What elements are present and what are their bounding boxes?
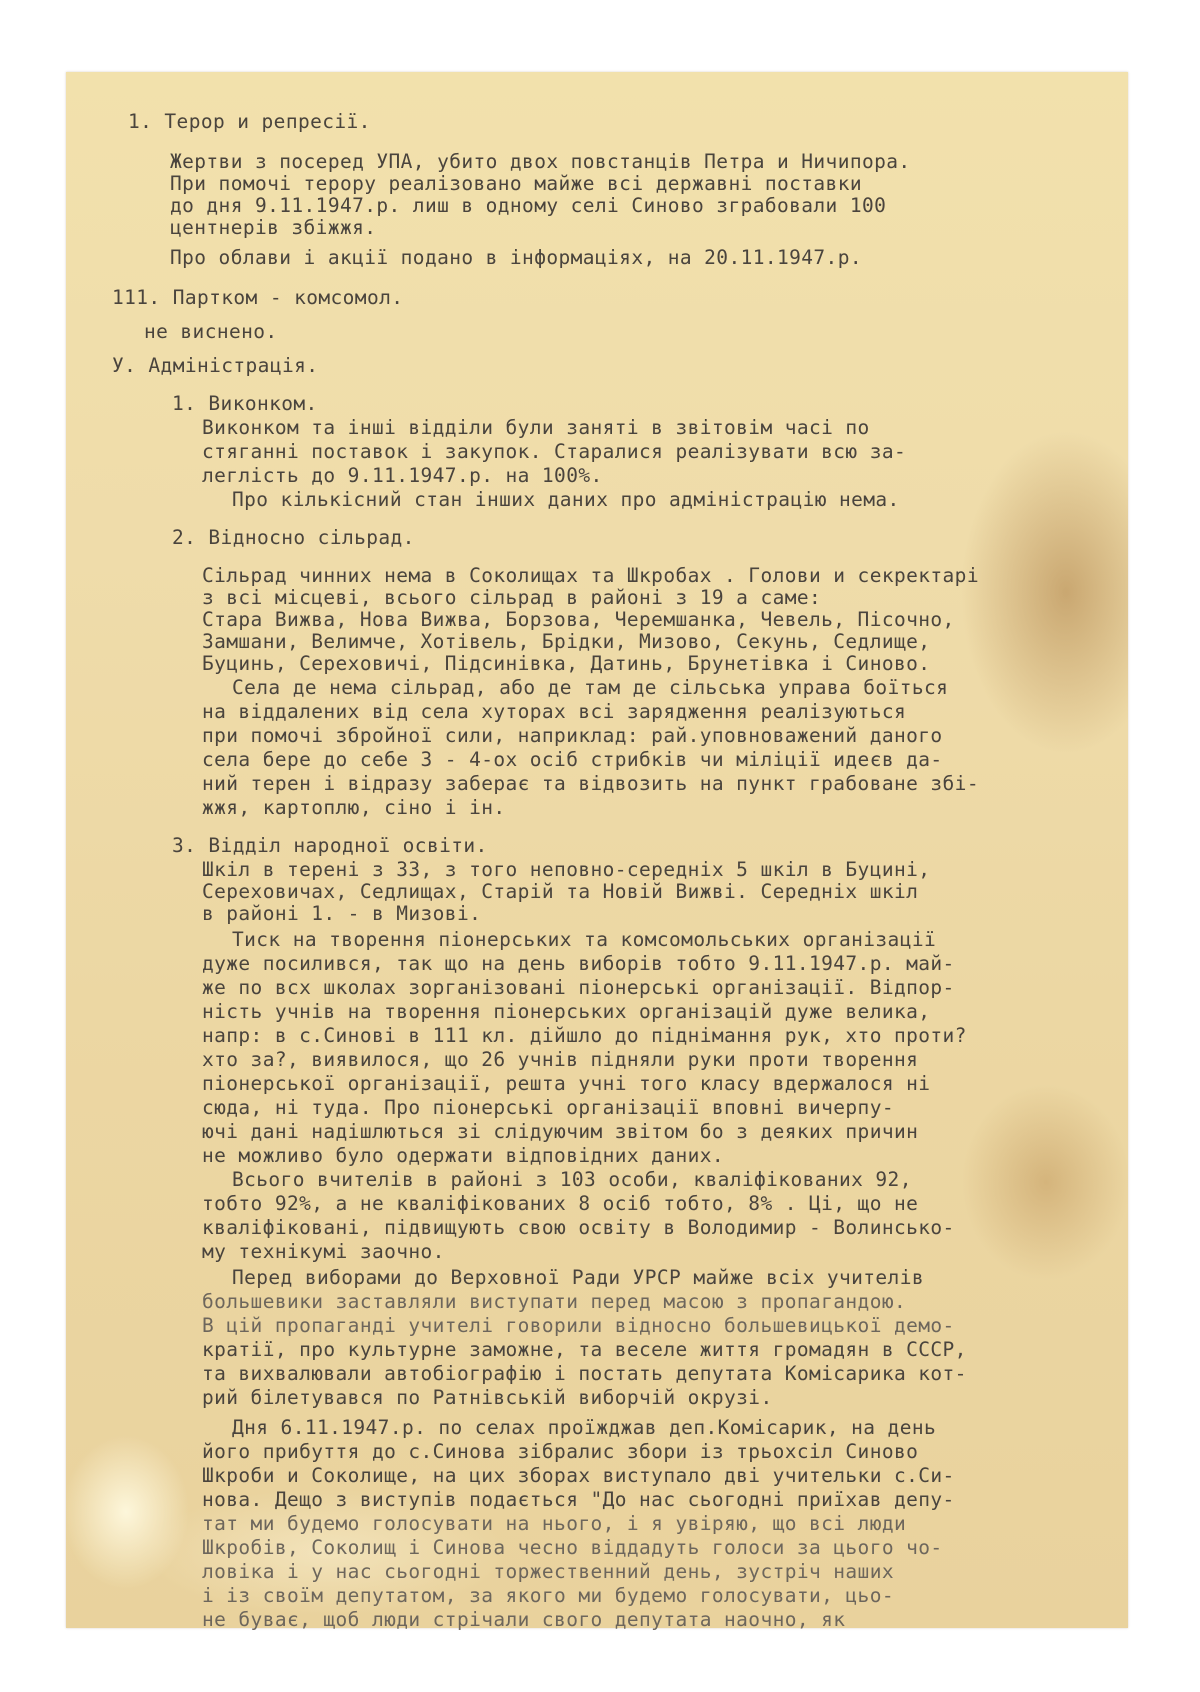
text-line: при помочі збройної сили, наприклад: рай.уповноважений даного: [202, 724, 943, 747]
text-line: Шкіл в терені з 33, з того неповно-середніх 5 шкіл в Буцині,: [202, 858, 931, 881]
text-line: ючі дані надішлються зі слідуючим звітом бо з деяких причин: [202, 1120, 919, 1143]
text-line: Всього вчителів в районі з 103 особи, кваліфікованих 92,: [232, 1168, 912, 1191]
text-line: тат ми будемо голосувати на нього, і я увіряю, що всі люди: [202, 1512, 907, 1535]
text-line: стяганні поставок і закупок. Старалися реалізувати всю за-: [202, 440, 907, 463]
text-line: Виконком та інші відділи були заняті в звітовім часі по: [202, 416, 870, 439]
section-heading-partkom: 111. Партком - комсомол.: [112, 286, 404, 309]
subsection-heading-village-councils: 2. Відносно сільрад.: [172, 526, 415, 549]
text-line: леглість до 9.11.1947.р. на 100%.: [202, 464, 603, 487]
text-line: не буває, щоб люди стрічали свого депутата наочно, як: [202, 1608, 846, 1631]
text-line: Села де нема сільрад, або де там де сільська управа боїться: [232, 676, 949, 699]
text-line: Сільрад чинних нема в Соколищах та Шкробах . Голови и секректарі: [202, 564, 979, 587]
text-line: Перед виборами до Верховної Ради УРСР майже всіх учителів: [232, 1266, 924, 1289]
text-line: Стара Вижва, Нова Вижва, Борзова, Черемшанка, Чевель, Пісочно,: [202, 608, 955, 631]
text-line: тобто 92%, а не кваліфікованих 8 осіб тобто, 8% . Ці, що не: [202, 1192, 919, 1215]
text-line: Буцинь, Сереховичі, Підсинівка, Датинь, Брунетівка і Синово.: [202, 652, 931, 675]
text-line: кратії, про культурне заможне, та веселе життя громадян в СССР,: [202, 1338, 967, 1361]
text-line: села бере до себе 3 - 4-ох осіб стрибків чи міліції идеєв да-: [202, 748, 943, 771]
text-line: і із своїм депутатом, за якого ми будемо голосувати, цьо-: [202, 1584, 894, 1607]
text-line: Шкробів, Соколищ і Синова чесно віддадуть голоси за цього чо-: [202, 1536, 943, 1559]
text-line: большевики заставляли виступати перед масою з пропагандою.: [202, 1290, 907, 1313]
text-line: в районі 1. - в Мизові.: [202, 902, 482, 925]
text-line: сюда, ні туда. Про піонерські організації вповні вичерпу-: [202, 1096, 894, 1119]
subsection-heading-education: 3. Відділ народної освіти.: [172, 834, 488, 857]
text-line: напр: в с.Синові в 111 кл. дійшло до піднімання рук, хто проти?: [202, 1024, 967, 1047]
text-line: ний терен і відразу заберає та відвозить на пункт грабоване збі-: [202, 772, 979, 795]
section-heading-administration: У. Адміністрація.: [112, 354, 319, 377]
text-line: на віддалених від села хуторах всі зарядження реалізуються: [202, 700, 907, 723]
text-line: до дня 9.11.1947.р. лиш в одному селі Синово зграбовали 100: [170, 194, 887, 217]
text-line: нова. Дещо з виступів подається "До нас сьогодні приїхав депу-: [202, 1488, 955, 1511]
text-line: Жертви з посеред УПА, убито двох повстанців Петра и Ничипора.: [170, 150, 911, 173]
text-line: Замшани, Велимче, Хотівель, Брідки, Мизово, Секунь, Седлище,: [202, 630, 931, 653]
text-line: його прибуття до с.Синова зібралис збори із трьохсіл Синово: [202, 1440, 919, 1463]
text-line: В цій пропаганді учителі говорили відносно большевицької демо-: [202, 1314, 955, 1337]
text-line: же по всх школах зорганізовані піонерські організації. Відпор-: [202, 976, 955, 999]
section-heading-terror: 1. Терор и репресії.: [128, 110, 371, 133]
text-line: центнерів збіжжя.: [170, 216, 377, 239]
text-line: ність учнів на творення піонерських організацій дуже велика,: [202, 1000, 931, 1023]
text-line: Шкроби и Соколище, на цих зборах виступало дві учительки с.Си-: [202, 1464, 955, 1487]
text-line: Дня 6.11.1947.р. по селах проїжджав деп.Комісарик, на день: [232, 1416, 937, 1439]
text-line: не виснено.: [144, 320, 278, 343]
text-line: з всі місцеві, всього сільрад в районі з 19 а саме:: [202, 586, 822, 609]
text-line: дуже посилився, так що на день виборів тобто 9.11.1947.р. май-: [202, 952, 955, 975]
text-line: Сереховичах, Седлищах, Старій та Новій Вижві. Середніх шкіл: [202, 880, 919, 903]
text-line: Тиск на творення піонерських та комсомольських організації: [232, 928, 937, 951]
text-line: та вихвалювали автобіографію і постать депутата Комісарика кот-: [202, 1362, 967, 1385]
text-line: не можливо було одержати відповідних даних.: [202, 1144, 725, 1167]
text-line: Про облави і акції подано в інформаціях, на 20.11.1947.р.: [170, 246, 862, 269]
text-line: піонерської організації, решта учні того класу вдержалося ні: [202, 1072, 931, 1095]
text-line: Про кількісний стан інших даних про адміністрацію нема.: [232, 488, 900, 511]
text-line: ловіка і у нас сьогодні торжественний день, зустріч наших: [202, 1560, 894, 1583]
subsection-heading-executive-committee: 1. Виконком.: [172, 392, 318, 415]
text-line: хто за?, виявилося, що 26 учнів підняли руки проти творення: [202, 1048, 919, 1071]
text-line: кваліфіковані, підвищують свою освіту в Володимир - Волинсько-: [202, 1216, 955, 1239]
text-line: жжя, картоплю, сіно і ін.: [202, 796, 506, 819]
text-line: рий білетувався по Ратнівській виборчій окрузі.: [202, 1386, 773, 1409]
text-line: му технікумі заочно.: [202, 1240, 445, 1263]
text-line: При помочі терору реалізовано майже всі державні поставки: [170, 172, 862, 195]
document-page: [66, 72, 1128, 1631]
